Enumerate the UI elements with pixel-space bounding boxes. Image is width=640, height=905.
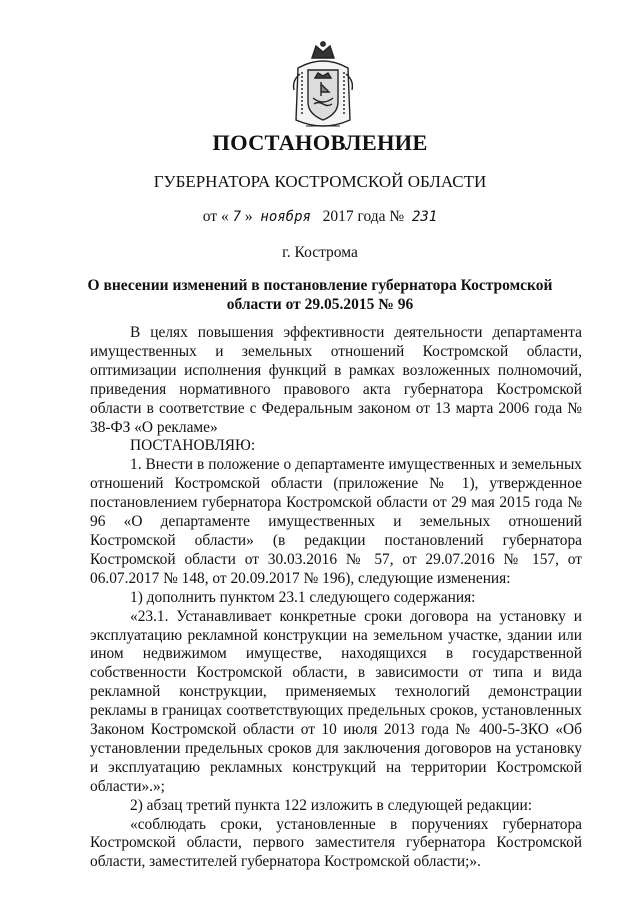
- document-subject: О внесении изменений в постановление губернатора Костромской области от 29.05.2015 № 96: [87, 277, 553, 313]
- document-title: ПОСТАНОВЛЕНИЕ: [212, 130, 428, 155]
- clause-122-paragraph: «соблюдать сроки, установленные в поручениях губернатора Костромской области, первого заместителя губернатора Костромской области, заместителей губернатора Костромской области;».: [90, 815, 582, 871]
- date-year: 2017 года №: [322, 208, 405, 225]
- subclause-1-paragraph: 1) дополнить пунктом 23.1 следующего содержания:: [130, 588, 476, 606]
- resolve-heading: ПОСТАНОВЛЯЮ:: [130, 437, 256, 455]
- preamble-paragraph: В целях повышения эффективности деятельности департамента имущественных и земельных отношений Костромской области, оптимизации исполнения функций в рамках возложенных полномочий, приведения нормативного правового акта губернатора Костромской области в соответствие с Федеральным законом от 13 марта 2006 года № 38-ФЗ «О рекламе»: [90, 324, 582, 436]
- date-prefix: от «: [202, 208, 229, 225]
- subclause-2-paragraph: 2) абзац третий пункта 122 изложить в следующей редакции:: [130, 796, 533, 814]
- clause-23-1-paragraph: «23.1. Устанавливает конкретные сроки договора на установку и эксплуатацию рекламной конструкции на земельном участке, здании или ином недвижимом имуществе, находящихся в государственной собственности Костромской области, в зависимости от типа и вида рекламной конструкции, применяемых технологий демонстрации рекламы в границах соответствующих предельных сроков, установленных Законом Костромской области от 10 июля 2013 года № 400-5-ЗКО «Об установлении предельных сроков для заключения договоров на установку и эксплуатацию рекламных конструкций на территории Костромской области».»;: [90, 607, 582, 795]
- coat-of-arms-icon: [292, 40, 354, 132]
- dateline: [0, 208, 640, 226]
- date-month: ноября: [260, 209, 311, 225]
- issuer-line: ГУБЕРНАТОРА КОСТРОМСКОЙ ОБЛАСТИ: [153, 172, 487, 191]
- city-line: г. Кострома: [282, 244, 358, 261]
- date-separator: »: [244, 208, 253, 225]
- document-number: 231: [411, 209, 438, 225]
- clause-1-paragraph: 1. Внести в положение о департаменте имущественных и земельных отношений Костромской области (приложение № 1), утвержденное постановлением губернатора Костромской области от 29 мая 2015 года № 96 «О департаменте имущественных и земельных отношений Костромской области» (в редакции постановлений губернатора Костромской области от 30.03.2016 № 57, от 29.07.2016 № 157, от 06.07.2017 № 148, от 20.09.2017 № 196), следующие изменения:: [90, 456, 582, 587]
- document-body: [90, 324, 582, 872]
- date-day: 7: [232, 209, 242, 225]
